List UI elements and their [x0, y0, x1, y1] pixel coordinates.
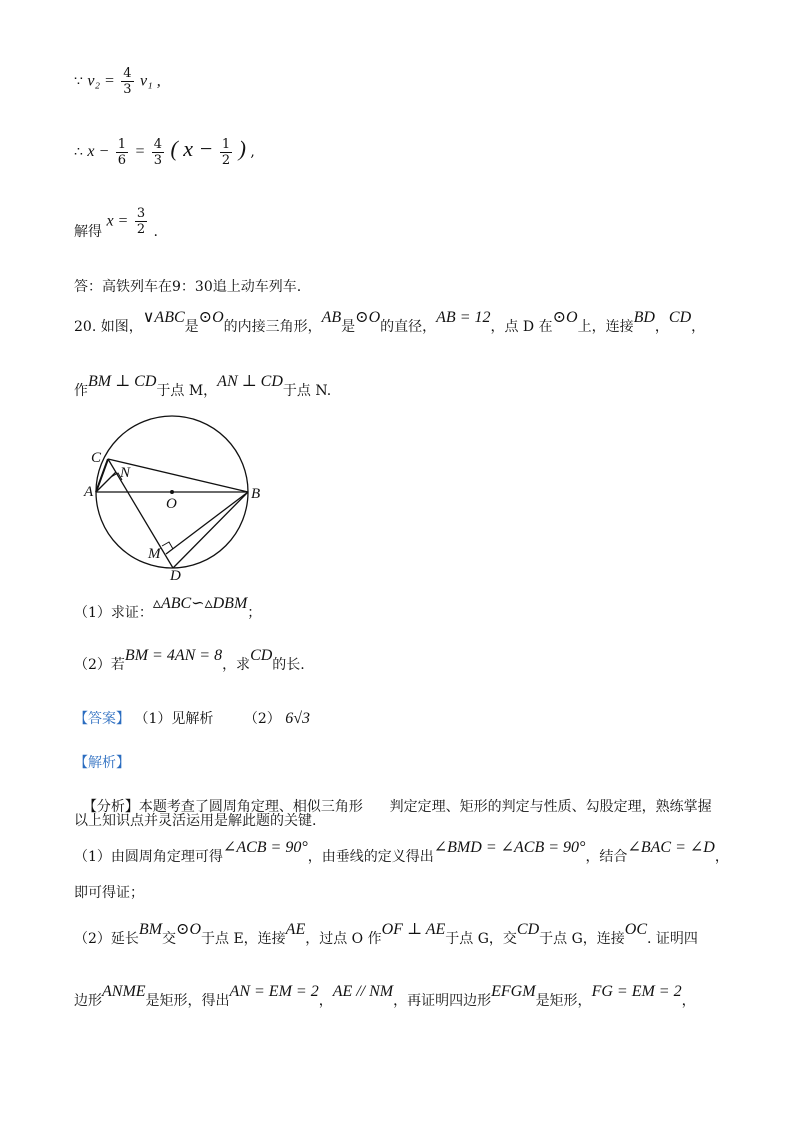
text-run: ， — [691, 319, 706, 335]
math-expression: AB = 12 — [436, 309, 491, 326]
analysis-part-2 — [74, 921, 698, 948]
math-expression: AN = EM = 2 — [229, 983, 319, 1000]
text-run: 于点 G，交 — [445, 931, 517, 947]
analysis-summary-2: 以上知识点并灵活运用是解此题的关键. — [74, 813, 317, 829]
segment-bd — [173, 492, 248, 568]
math-expression: ⊙O — [552, 309, 578, 326]
segment-bm — [166, 492, 248, 554]
text-run: 的内接三角形， — [223, 319, 322, 335]
math-expression: AN ⊥ CD — [217, 373, 283, 390]
math-expression: AB — [321, 309, 342, 326]
center-o — [170, 490, 174, 494]
answer-tag: 【答案】 — [74, 711, 130, 727]
math-expression: BM ⊥ CD — [88, 373, 157, 390]
analysis-summary: 【分析】本题考查了圆周角定理、相似三角形 判定定理、矩形的判定与性质、勾股定理，熟练掌握 — [82, 799, 712, 815]
text-run: ， — [318, 993, 333, 1009]
math-expression: OC — [624, 921, 647, 938]
text-run: ，由垂线的定义得出 — [307, 849, 434, 865]
math-expression: CD — [516, 921, 540, 938]
label-d: D — [170, 568, 181, 584]
text-run: （1）求证： — [74, 605, 153, 621]
math-expression: ▵ABC∽▵DBM — [152, 595, 248, 612]
analysis-part-2b — [74, 983, 696, 1010]
math-expression: ∠BAC = ∠D — [627, 839, 715, 856]
text-run: 是矩形， — [535, 993, 592, 1009]
text-run: 的直径， — [380, 319, 437, 335]
solution-line-equation: ∴ x − $\frac{1}{6}$ = $\frac{4}{3}$ ( x − $\frac{1}{2}$ ) , — [74, 136, 255, 168]
text-run: 的长. — [272, 657, 305, 673]
text-run: 上，连接 — [577, 319, 634, 335]
answer-line: 【答案】 （1）见解析 （2） 6√3 — [74, 710, 310, 727]
label-n: N — [120, 465, 131, 481]
text-run: ，求 — [222, 657, 251, 673]
text-run: 是矩形，得出 — [145, 993, 230, 1009]
fraction: $\frac{4}{3}$ — [123, 66, 132, 97]
question-1 — [74, 595, 262, 622]
solution-line-given: ∵ v₂ = $\frac{4}{3}$ v₁ , — [74, 66, 161, 97]
solution-answer: 答：高铁列车在9：30追上动车列车. — [74, 279, 302, 295]
answer-value: 6√3 — [285, 710, 310, 727]
math-expression: ANME — [102, 983, 146, 1000]
math-expression: ∠ACB = 90° — [222, 839, 308, 856]
math-expression: ⊙O — [198, 309, 224, 326]
text-run: ，点 D 在 — [490, 319, 553, 335]
text-run: 交 — [162, 931, 177, 947]
text-run: ，结合 — [585, 849, 628, 865]
text-run: 于点 N. — [282, 383, 332, 399]
text-run: 是 — [184, 319, 199, 335]
math-expression: CD — [668, 309, 692, 326]
right-angle-m — [162, 542, 173, 549]
math-expression: BM — [138, 921, 163, 938]
analysis-part-1 — [74, 839, 729, 866]
math-expression: BD — [633, 309, 655, 326]
text-run: ， — [681, 993, 696, 1009]
text-run: （1）由圆周角定理可得 — [74, 849, 223, 865]
math-expression: EFGM — [491, 983, 536, 1000]
math-expression: BM = 4AN = 8 — [124, 647, 223, 664]
math-expression: ⊙O — [355, 309, 381, 326]
math-expression: CD — [250, 647, 273, 664]
label-c: C — [91, 450, 102, 466]
math-expression: AE // NM — [332, 983, 394, 1000]
label-o: O — [166, 496, 177, 512]
text-run: 作 — [74, 383, 88, 399]
label-b: B — [251, 486, 261, 502]
math-expression: ⊙O — [176, 921, 201, 938]
text-run: 于点 E，连接 — [201, 931, 286, 947]
math-expression: FG = EM = 2 — [591, 983, 682, 1000]
solution-line-result: 解得 x = $\frac{3}{2}$ . — [74, 206, 158, 240]
geometry-figure — [78, 415, 278, 590]
text-run: ， — [654, 319, 669, 335]
text-run: 边形 — [74, 993, 102, 1009]
math-expression: AE — [285, 921, 306, 938]
problem-line-1: 20. 如图，∨ABC是⊙O的内接三角形，AB是⊙O的直径，AB = 12，点 D 在⊙O上，连接BD，CD， — [74, 309, 706, 335]
label-a: A — [84, 484, 94, 500]
segment-cd — [108, 459, 173, 568]
analysis-part-1b: 即可得证； — [74, 885, 144, 901]
text-run: （2）若 — [74, 657, 125, 673]
math-expression: ∨ABC — [142, 309, 185, 326]
problem-line-2 — [74, 373, 332, 400]
text-run: 于点 G，连接 — [539, 931, 625, 947]
text-run: ，再证明四边形 — [393, 993, 492, 1009]
text-run: ， — [714, 849, 729, 865]
text-run: （2）延长 — [74, 931, 139, 947]
question-2 — [74, 647, 305, 674]
math-expression: ∠BMD = ∠ACB = 90° — [433, 839, 586, 856]
text-run: ； — [247, 605, 262, 621]
text-run: . 证明四 — [647, 931, 698, 947]
analysis-tag: 【解析】 — [74, 755, 130, 771]
label-m: M — [148, 546, 161, 562]
math-expression: OF ⊥ AE — [381, 921, 446, 938]
text-run: ，过点 O 作 — [305, 931, 382, 947]
text-run: 是 — [341, 319, 356, 335]
text-run: 于点 M， — [156, 383, 218, 399]
